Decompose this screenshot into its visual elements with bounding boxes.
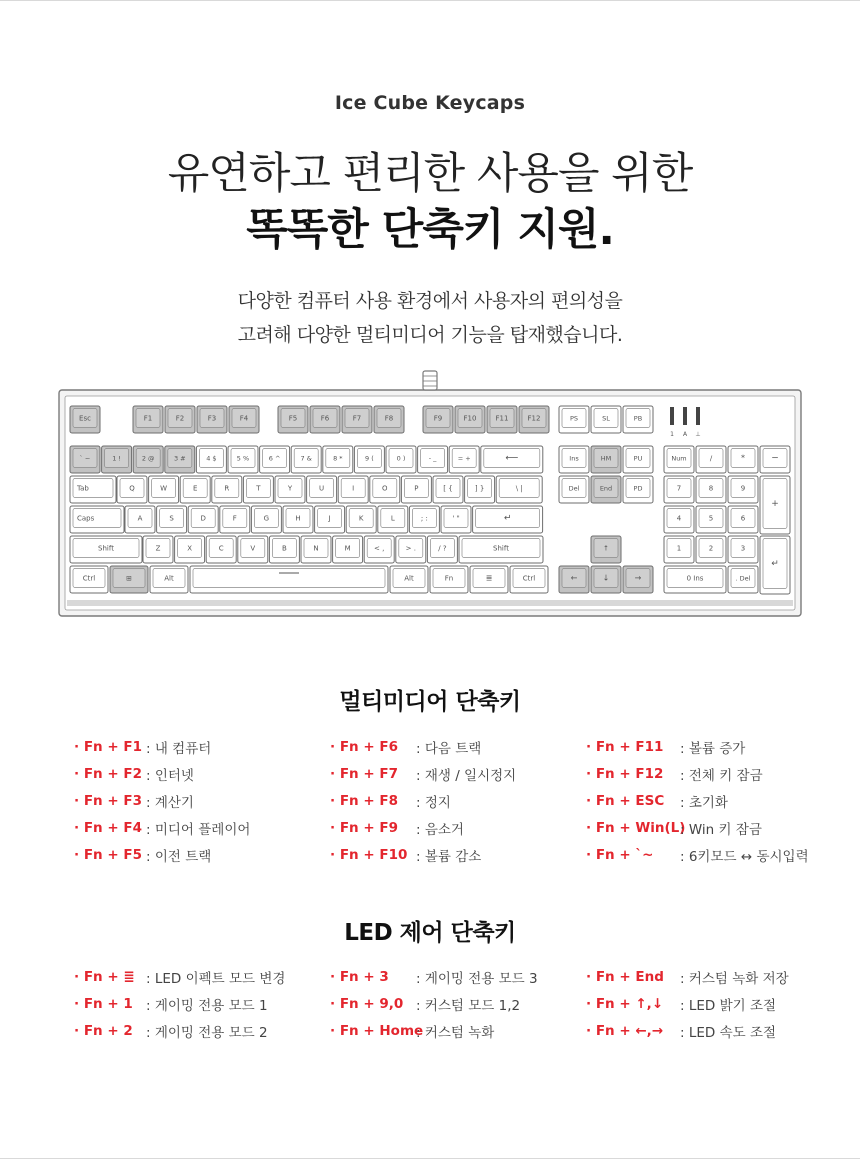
multimedia-column: [330, 733, 580, 868]
shortcut-row: [74, 1017, 324, 1044]
shortcut-key: · Fn + F7: [330, 765, 398, 782]
shortcut-description: : 게이밍 전용 모드 3: [416, 970, 538, 987]
shortcut-row: [74, 787, 324, 814]
multimedia-column: [74, 733, 324, 868]
key-label: 1 !: [112, 454, 122, 463]
key-label: = +: [457, 454, 471, 463]
key-label: B: [281, 544, 287, 553]
key-label: F7: [352, 414, 362, 423]
key-label: 4 $: [206, 454, 217, 463]
key-label: /: [709, 454, 713, 463]
key-label: Ctrl: [82, 574, 96, 583]
shortcut-description: : 초기화: [680, 794, 728, 811]
key-label: L: [390, 514, 395, 523]
key-label: F9: [433, 414, 443, 423]
key-label: Alt: [404, 574, 414, 583]
key-label: S: [169, 514, 174, 523]
shortcut-key: · Fn + ←,→: [586, 1022, 664, 1039]
shortcut-description: : 볼륨 증가: [680, 740, 746, 757]
key-label: U: [319, 484, 325, 493]
key-label: 8: [708, 484, 714, 493]
shortcut-key: · Fn + F1: [74, 738, 142, 755]
headline-line-1: 유연하고 편리한 사용을 위한: [167, 149, 693, 199]
shortcut-row: [330, 841, 580, 868]
key-label: Tab: [77, 484, 89, 493]
key-label: F1: [143, 414, 153, 423]
bottom-divider: [0, 1158, 860, 1159]
description-line-1: 다양한 컴퓨터 사용 환경에서 사용자의 편의성을: [237, 290, 623, 312]
shortcut-description: : LED 이펙트 모드 변경: [146, 970, 286, 987]
shortcut-key: · Fn + 1: [74, 995, 133, 1012]
shortcut-description: : 커스텀 모드 1,2: [416, 997, 521, 1014]
shortcut-description: : 인터넷: [146, 767, 194, 784]
key-label: PD: [633, 484, 643, 493]
shortcut-row: [74, 733, 324, 760]
shortcut-key: · Fn + F3: [74, 792, 142, 809]
key-label: Alt: [164, 574, 174, 583]
shortcut-description: : 정지: [416, 794, 451, 811]
key-label: 5: [708, 514, 714, 523]
shortcut-description: : 게이밍 전용 모드 2: [146, 1024, 268, 1041]
multimedia-column: [586, 733, 836, 868]
led-column: [74, 963, 324, 1044]
shortcut-key: · Fn + ≣: [74, 968, 135, 985]
key-label: F5: [288, 414, 298, 423]
key-label: / ?: [438, 544, 447, 553]
key-label: F2: [175, 414, 185, 423]
shortcut-row: [330, 787, 580, 814]
key-label: Esc: [79, 414, 91, 423]
shortcut-row: [74, 760, 324, 787]
shortcut-row: [586, 1017, 836, 1044]
key-label: ←: [570, 573, 578, 583]
shortcut-description: : LED 속도 조절: [680, 1024, 777, 1041]
shortcut-row: [586, 760, 836, 787]
key-label: G: [263, 514, 270, 523]
key-label: F10: [463, 414, 477, 423]
shortcut-description: : Win 키 잠금: [680, 821, 762, 838]
key-label: Caps: [77, 514, 95, 523]
key-label: ` ~: [79, 454, 91, 463]
indicator-led: [696, 407, 700, 425]
key-label: F11: [495, 414, 509, 423]
shortcut-row: [330, 990, 580, 1017]
shortcut-row: [74, 841, 324, 868]
indicator-label: 1: [670, 431, 674, 438]
shortcut-description: : 커스텀 녹화 저장: [680, 970, 789, 987]
key-label: ' ": [452, 514, 460, 523]
shortcut-key: · Fn + 9,0: [330, 995, 404, 1012]
key-label: < ,: [374, 544, 385, 553]
shortcut-key: · Fn + Win(L): [586, 819, 686, 836]
key-label: ⟵: [505, 453, 519, 464]
shortcut-row: [330, 1017, 580, 1044]
key-label: 7 &: [300, 454, 312, 463]
key-label: Ctrl: [522, 574, 536, 583]
key-label: O: [382, 484, 388, 493]
shortcut-key: · Fn + ESC: [586, 792, 665, 809]
key-label: 1: [676, 544, 682, 553]
key-label: PU: [633, 454, 643, 463]
shortcut-row: [586, 733, 836, 760]
key-label: Q: [129, 484, 135, 493]
shortcut-row: [586, 787, 836, 814]
keycap-top: [193, 569, 385, 588]
key-label: E: [192, 484, 198, 493]
key-label: ] }: [474, 484, 485, 493]
key-label: A: [137, 514, 143, 523]
key-label: F6: [320, 414, 330, 423]
key-label: . Del: [735, 574, 751, 583]
shortcut-key: · Fn + F11: [586, 738, 664, 755]
key-label: 9: [740, 484, 746, 493]
key-label: - _: [428, 454, 437, 463]
shortcut-description: : LED 밝기 조절: [680, 997, 777, 1014]
shortcut-key: · Fn + F4: [74, 819, 142, 836]
key-label: T: [256, 484, 261, 493]
key-label: D: [200, 514, 206, 523]
shortcut-description: : 게이밍 전용 모드 1: [146, 997, 268, 1014]
keyboard-svg: [57, 368, 803, 618]
key-label: 8 *: [333, 454, 343, 463]
key-label: Ins: [569, 454, 579, 463]
key-label: Fn: [444, 574, 454, 583]
shortcut-description: : 계산기: [146, 794, 194, 811]
shortcut-key: · Fn + F2: [74, 765, 142, 782]
key-label: 5 %: [236, 454, 250, 463]
key-label: 6: [740, 514, 746, 523]
key-label: ⊞: [126, 574, 132, 583]
indicator-led: [670, 407, 674, 425]
key-label: K: [358, 514, 364, 523]
shortcut-description: : 전체 키 잠금: [680, 767, 763, 784]
key-label: N: [313, 544, 319, 553]
key-label: 0 Ins: [686, 574, 704, 583]
shortcut-key: · Fn + End: [586, 968, 664, 985]
key-label: V: [250, 544, 256, 553]
key-label: ↑: [603, 544, 609, 553]
shortcut-key: · Fn + F10: [330, 846, 408, 863]
key-label: 0 ): [396, 454, 406, 463]
key-label: ↓: [602, 573, 610, 583]
key-label: H: [295, 514, 301, 523]
shortcut-key: · Fn + F12: [586, 765, 664, 782]
shortcut-key: · Fn + ↑,↓: [586, 995, 664, 1012]
key-label: Y: [287, 484, 293, 493]
led-section-title: LED 제어 단축키: [344, 920, 516, 946]
key-label: W: [160, 484, 168, 493]
key-label: F4: [239, 414, 249, 423]
shortcut-key: · Fn + 2: [74, 1022, 133, 1039]
shortcut-key: · Fn + F5: [74, 846, 142, 863]
key-label: ↵: [503, 513, 512, 524]
key-label: End: [599, 484, 613, 493]
key-label: X: [187, 544, 192, 553]
shortcut-key: · Fn + F9: [330, 819, 398, 836]
shortcut-row: [586, 814, 836, 841]
keyboard-illustration: [57, 368, 803, 618]
key-label: F12: [527, 414, 541, 423]
shortcut-description: : 볼륨 감소: [416, 848, 482, 865]
key-label: Z: [155, 544, 161, 553]
shortcut-description: : 이전 트랙: [146, 848, 212, 865]
key-label: M: [344, 544, 351, 553]
key-label: 3: [740, 544, 746, 553]
key-label: Shift: [98, 544, 114, 553]
led-column: [330, 963, 580, 1044]
key-label: →: [634, 573, 642, 583]
key-label: 9 (: [365, 454, 374, 463]
key-label: Num: [671, 454, 687, 463]
key-label: Shift: [493, 544, 509, 553]
shortcut-description: : 재생 / 일시정지: [416, 767, 517, 784]
description-line-2: 고려해 다양한 멀티미디어 기능을 탑재했습니다.: [237, 324, 623, 346]
shortcut-row: [74, 814, 324, 841]
shortcut-row: [330, 963, 580, 990]
shortcut-row: [330, 760, 580, 787]
shortcut-row: [330, 733, 580, 760]
key-label: PS: [569, 414, 579, 423]
key-label: 3 #: [173, 454, 186, 463]
shortcut-row: [586, 963, 836, 990]
key-label: ; :: [420, 514, 428, 523]
shortcut-description: : 커스텀 녹화: [416, 1024, 495, 1041]
shortcut-description: : 다음 트랙: [416, 740, 482, 757]
key-label: 6 ^: [268, 454, 281, 463]
shortcut-row: [74, 963, 324, 990]
shortcut-description: : 미디어 플레이어: [146, 821, 251, 838]
shortcut-description: : 6키모드 ↔ 동시입력: [680, 848, 809, 865]
key-label: ↵: [771, 559, 779, 569]
shortcut-row: [74, 990, 324, 1017]
key-label: 7: [676, 484, 682, 493]
shortcut-row: [330, 814, 580, 841]
indicator-label: A: [682, 431, 688, 438]
key-label: 4: [676, 514, 682, 523]
headline-line-2: 똑똑한 단축키 지원.: [246, 205, 614, 255]
key-label: ≣: [485, 573, 493, 583]
key-label: \ |: [515, 484, 523, 493]
brand-name: Ice Cube Keycaps: [334, 92, 526, 114]
multimedia-section-title: 멀티미디어 단축키: [339, 689, 521, 715]
key-label: 2: [708, 544, 714, 553]
shortcut-key: · Fn + `~: [586, 846, 654, 863]
key-label: C: [218, 544, 224, 553]
key-label: [ {: [443, 484, 453, 493]
shortcut-row: [586, 990, 836, 1017]
shortcut-key: · Fn + F8: [330, 792, 398, 809]
top-divider: [0, 0, 860, 1]
key-label: *: [741, 453, 745, 463]
key-label: F8: [384, 414, 394, 423]
key-label: 2 @: [141, 454, 155, 463]
shortcut-description: : 음소거: [416, 821, 464, 838]
shortcut-row: [586, 841, 836, 868]
key-label: F: [232, 514, 237, 523]
led-column: [586, 963, 836, 1044]
shortcut-key: · Fn + 3: [330, 968, 389, 985]
shortcut-description: : 내 컴퓨터: [146, 740, 212, 757]
key-label: F3: [207, 414, 217, 423]
key-label: I: [352, 484, 355, 493]
key-label: HM: [600, 454, 612, 463]
key-label: −: [771, 453, 779, 464]
indicator-led: [683, 407, 687, 425]
usb-cable: [423, 371, 437, 390]
shortcut-key: · Fn + Home: [330, 1022, 424, 1039]
key-label: PB: [633, 414, 643, 423]
key-label: J: [328, 514, 331, 523]
keyboard-bottom-strip: [67, 600, 793, 606]
key-label: > .: [405, 544, 416, 553]
shortcut-key: · Fn + F6: [330, 738, 398, 755]
key-label: R: [224, 484, 230, 493]
indicator-label: ⊥: [695, 431, 701, 438]
key-label: Del: [568, 484, 580, 493]
key-label: P: [414, 484, 419, 493]
key-label: SL: [602, 414, 610, 423]
key-label: +: [771, 499, 779, 509]
